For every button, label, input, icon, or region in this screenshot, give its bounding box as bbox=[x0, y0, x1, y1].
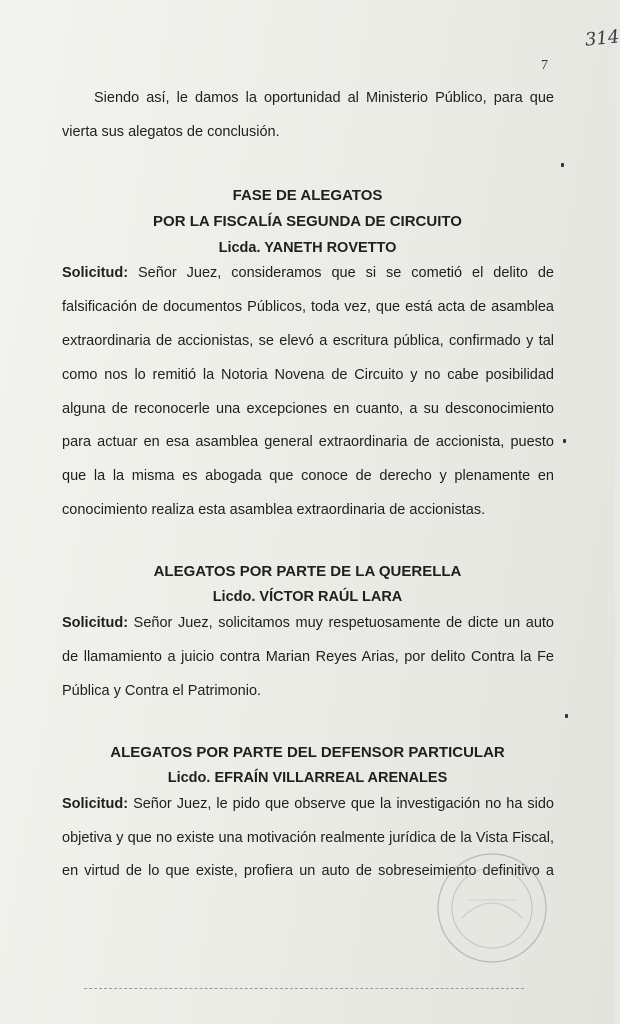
section1-line-1: Solicitud: Señor Juez, consideramos que si se cometió el delito de bbox=[62, 265, 554, 281]
section1-line-6: para actuar en esa asamblea general extraordinaria de accionista, puesto bbox=[62, 434, 554, 450]
section1-title-2: POR LA FISCALÍA SEGUNDA DE CIRCUITO bbox=[153, 213, 462, 230]
section2-title: ALEGATOS POR PARTE DE LA QUERELLA bbox=[153, 563, 462, 580]
section1-line-4: como nos lo remitió la Notoria Novena de Circuito y no cabe posibilidad bbox=[62, 367, 554, 383]
section2-label: Solicitud: bbox=[62, 615, 129, 631]
section3-line-3: en virtud de lo que existe, profiera un auto de sobreseimiento definitivo a bbox=[62, 863, 554, 879]
section2-line-2: de llamamiento a juicio contra Marian Reyes Arias, por delito Contra la Fe bbox=[62, 649, 554, 665]
section3-title: ALEGATOS POR PARTE DEL DEFENSOR PARTICULAR bbox=[110, 744, 505, 761]
section2-line-3: Pública y Contra el Patrimonio. bbox=[62, 683, 262, 699]
footer-dashed-line bbox=[84, 988, 524, 989]
margin-mark bbox=[563, 439, 566, 443]
section1-label: Solicitud: bbox=[62, 265, 129, 281]
section3-speaker: Licdo. EFRAÍN VILLARREAL ARENALES bbox=[167, 770, 448, 786]
margin-mark bbox=[565, 714, 568, 718]
margin-mark bbox=[561, 163, 564, 167]
section3-line-1: Solicitud: Señor Juez, le pido que observe que la investigación no ha sido bbox=[62, 796, 554, 812]
section3-line-2: objetiva y que no existe una motivación realmente jurídica de la Vista Fiscal, bbox=[62, 830, 554, 846]
section1-line-8: conocimiento realiza esta asamblea extraordinaria de accionistas. bbox=[62, 502, 486, 518]
section2-line-1: Solicitud: Señor Juez, solicitamos muy respetuosamente de dicte un auto bbox=[62, 615, 554, 631]
section3-label: Solicitud: bbox=[62, 796, 129, 812]
section1-speaker: Licda. YANETH ROVETTO bbox=[218, 240, 397, 256]
intro-line-1: Siendo así, le damos la oportunidad al Ministerio Público, para que bbox=[94, 90, 554, 106]
page-number: 7 bbox=[541, 58, 548, 73]
section1-title-1: FASE DE ALEGATOS bbox=[232, 187, 383, 204]
section1-line-7: que la la misma es abogada que conoce de derecho y plenamente en bbox=[62, 468, 554, 484]
intro-line-2: vierta sus alegatos de conclusión. bbox=[62, 124, 280, 140]
section1-line-3: extraordinaria de accionistas, se elevó a escritura pública, confirmado y tal bbox=[62, 333, 554, 349]
section1-line-5: alguna de reconocerle una excepciones en cuanto, a su desconocimiento bbox=[62, 401, 554, 417]
court-seal-stamp bbox=[432, 848, 552, 968]
handwritten-folio-number: 314 bbox=[583, 26, 620, 51]
section1-line-2: falsificación de documentos Públicos, toda vez, que está acta de asamblea bbox=[62, 299, 554, 315]
section2-speaker: Licdo. VÍCTOR RAÚL LARA bbox=[212, 589, 403, 605]
